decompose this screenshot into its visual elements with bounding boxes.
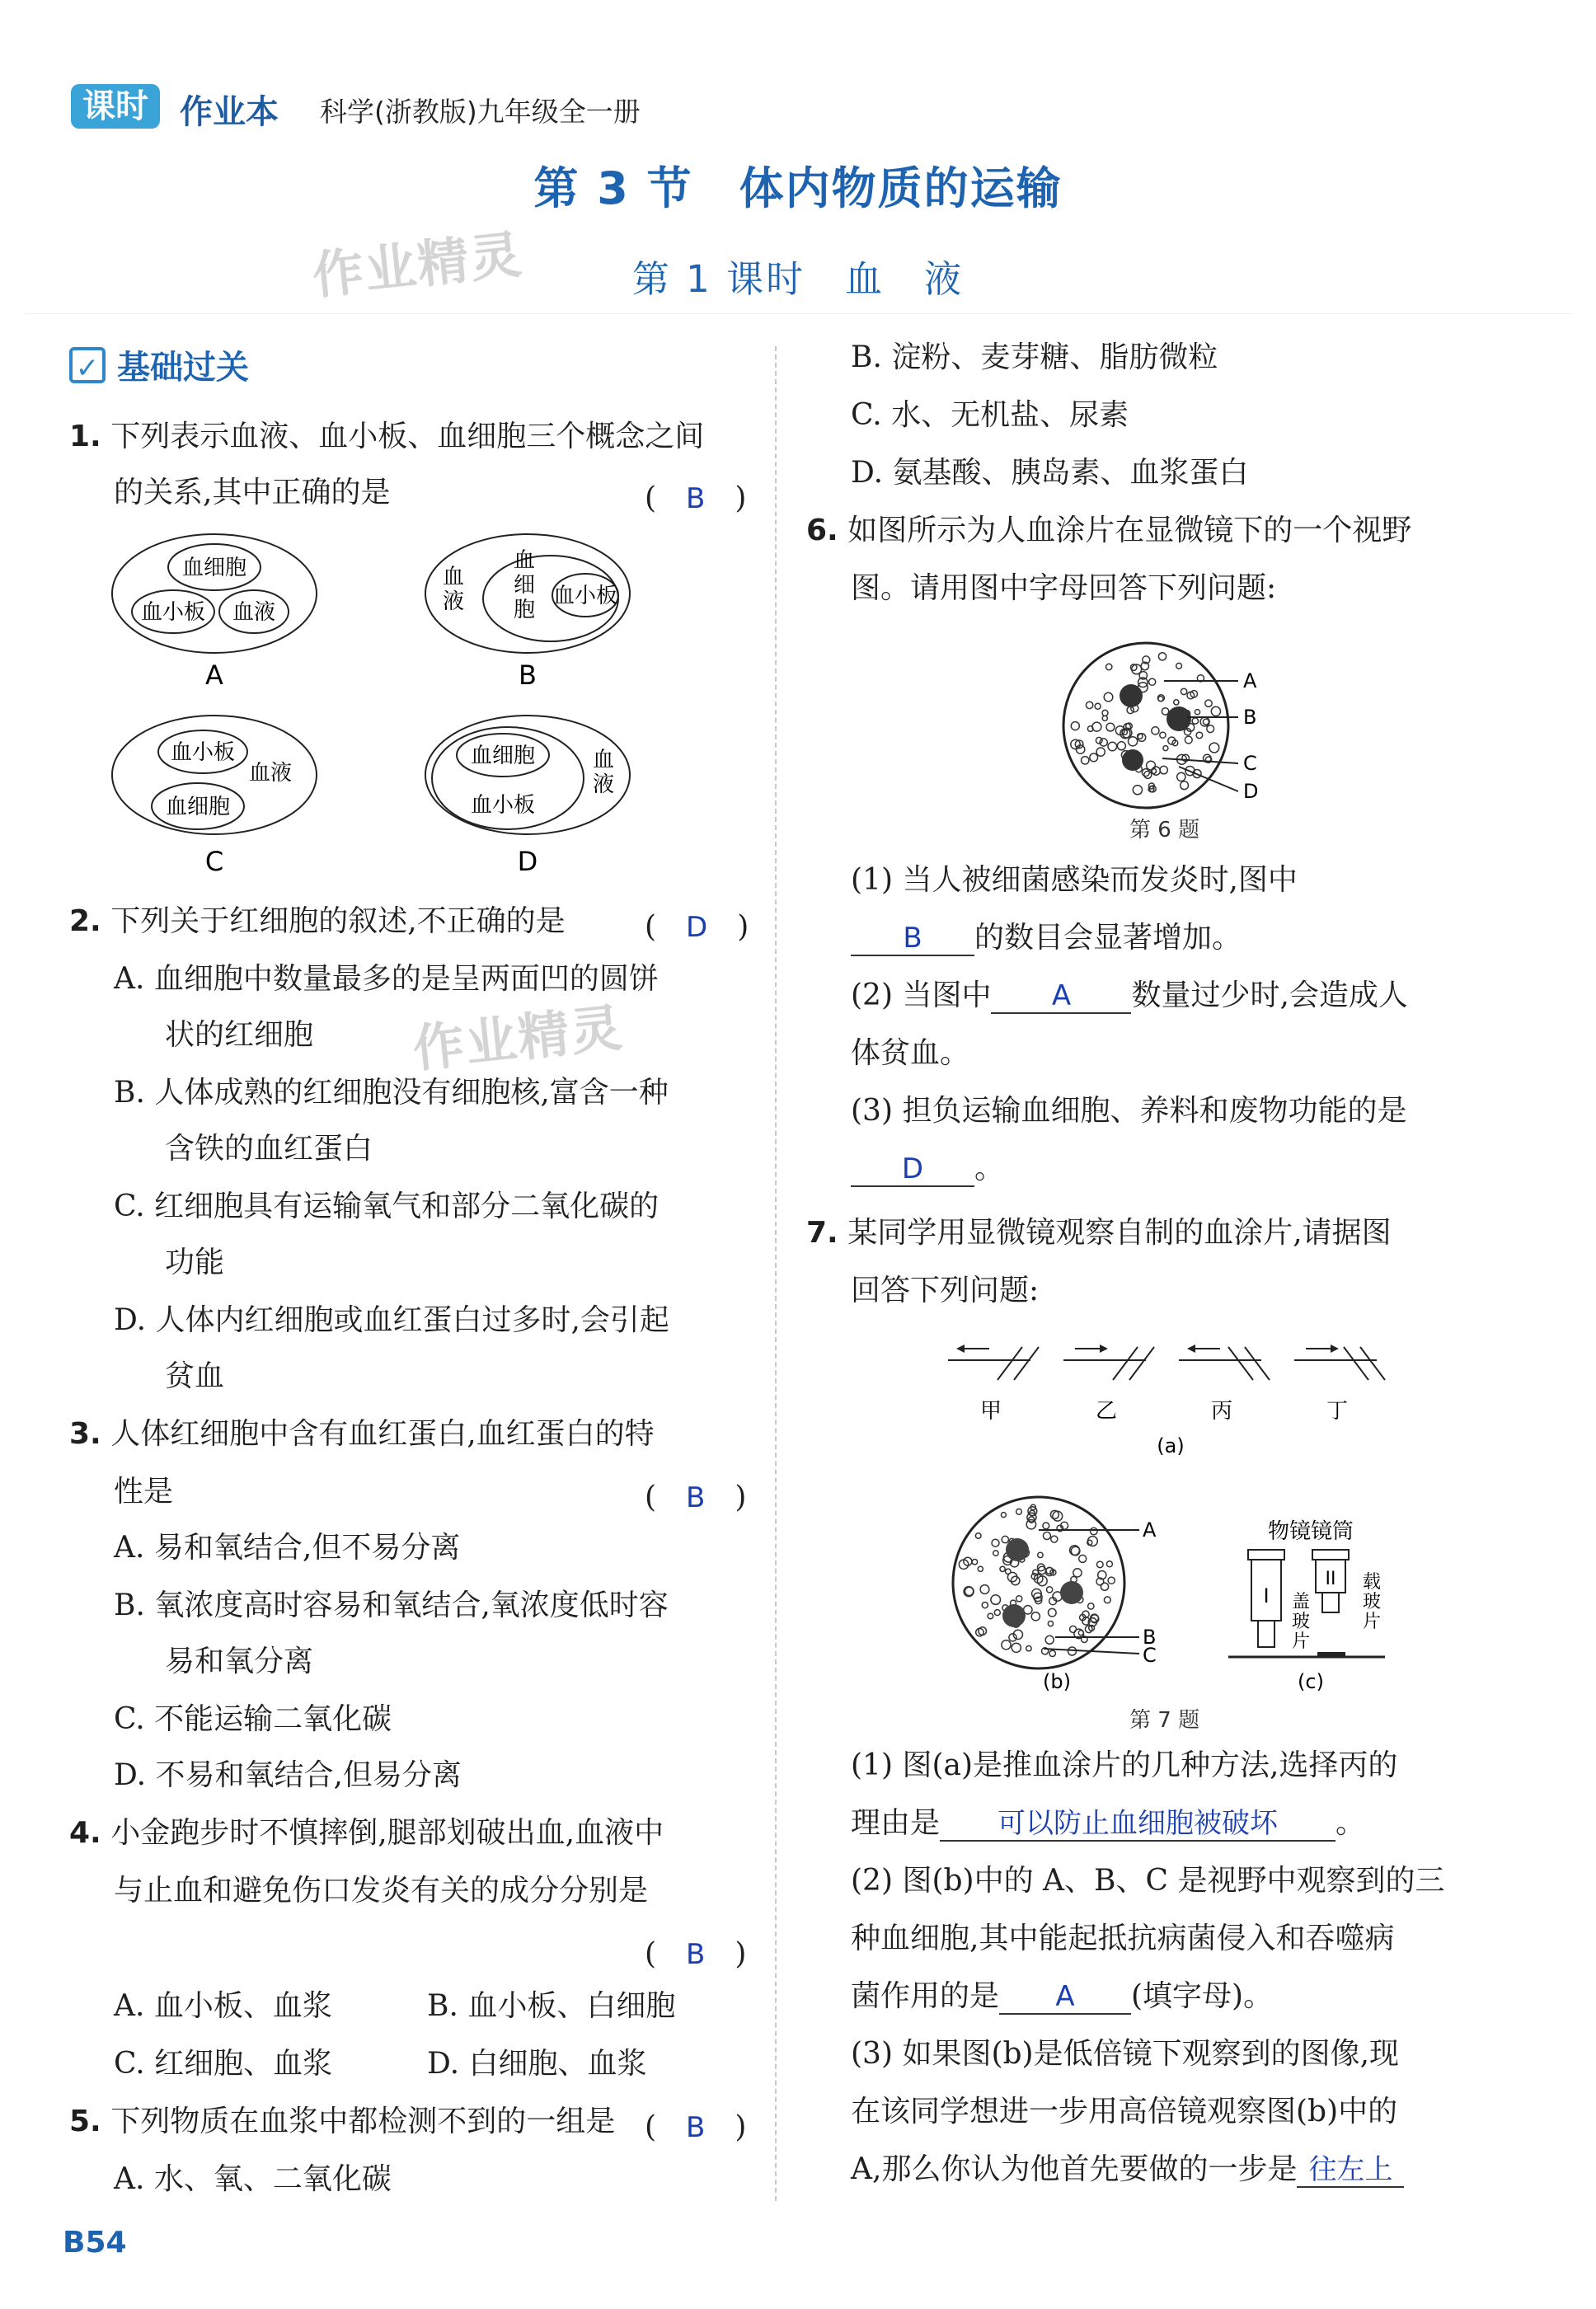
q6-sub1-answer: B: [851, 922, 974, 956]
q7-smear-view: [948, 1492, 1179, 1698]
section-title: 第 3 节 体内物质的运输: [533, 162, 1063, 214]
diagram-a-outer: [112, 534, 317, 653]
q4-text: 小金跑步时不慎摔倒,腿部划破出血,血液中: [110, 1816, 664, 1850]
series-logo: 课时: [71, 84, 160, 129]
q7-sub3-cont2: [851, 2152, 1404, 2188]
q2-option-c: C. 红细胞具有运输氧气和部分二氧化碳的: [114, 1190, 660, 1223]
q2-option-b: B. 人体成熟的红细胞没有细胞核,富含一种: [114, 1076, 669, 1110]
q2-option-c-cont: 功能: [165, 1246, 225, 1279]
q6-white-cell: [1122, 749, 1143, 771]
column-divider: [775, 346, 777, 2201]
q6-sub1-tail: 的数目会显著增加。: [974, 921, 1242, 955]
q1-line2: 的关系,其中正确的是: [114, 476, 391, 509]
q7-caption-b: (b): [1043, 1670, 1071, 1693]
cover-slip-label: 盖: [1291, 1592, 1311, 1612]
q3-answer: B: [686, 1481, 706, 1514]
q3-answer-paren: ( B ): [645, 1481, 747, 1514]
diagram-d-top-label: 血细胞: [470, 744, 536, 768]
q6-label-d: D: [1243, 780, 1259, 803]
q7-smear-methods: [940, 1335, 1401, 1467]
q7-line2: 回答下列问题:: [851, 1274, 1040, 1307]
q2-answer: D: [686, 911, 708, 944]
lesson-title: 第 1 课时 血 液: [631, 257, 965, 301]
q7-sub1-answer: 可以防止血细胞被破坏: [940, 1807, 1335, 1842]
q2-answer-paren: ( D ): [645, 910, 749, 944]
objective-ii-label: II: [1325, 1569, 1336, 1589]
q6-label-c: C: [1243, 752, 1257, 775]
q6-sub2-head: (2) 当图中: [851, 979, 992, 1012]
diagram-b-outer-label2: 液: [442, 589, 465, 614]
diagram-b-inner-label: 血小板: [552, 584, 618, 608]
q7-sub2: (2) 图(b)中的 A、B、C 是视野中观察到的三: [851, 1864, 1445, 1898]
method-ding: [1294, 1345, 1385, 1424]
diagram-d-option: D: [517, 846, 538, 877]
q7-sub2-cont2: [851, 1978, 1273, 2015]
q3-option-d: D. 不易和氧结合,但易分离: [114, 1758, 462, 1792]
section-badge: [69, 341, 249, 388]
q5-answer-paren: ( B ): [645, 2110, 747, 2144]
q7-sub2-answer: A: [999, 1980, 1131, 2015]
method-yi-label: 乙: [1095, 1399, 1118, 1424]
q1-answer-paren: ( B ): [645, 481, 747, 515]
q7-white-cell: [1006, 1538, 1029, 1561]
q7-sub1-head: 理由是: [851, 1806, 941, 1840]
badge-label: 基础过关: [117, 349, 249, 387]
cover-slip-label3: 片: [1291, 1631, 1311, 1652]
q2-option-d: D. 人体内红细胞或血红蛋白过多时,会引起: [114, 1303, 669, 1337]
q5-option-c: C. 水、无机盐、尿素: [851, 398, 1129, 432]
diagram-a-left-label: 血小板: [140, 600, 206, 625]
q7-sub3-answer: 往左上: [1297, 2153, 1404, 2188]
q6-line2: 图。请用图中字母回答下列问题:: [851, 571, 1277, 605]
diagram-b-mid-label3: 胞: [513, 598, 536, 622]
method-bing-label: 丙: [1210, 1399, 1233, 1424]
diagram-c-right-label: 血液: [248, 761, 293, 786]
diagram-b-outer-label: 血: [442, 565, 465, 589]
q7-label-b: B: [1143, 1626, 1157, 1649]
diagram-b-mid-label: 血: [513, 548, 536, 573]
q3-line1: [69, 1416, 655, 1453]
q6-sub3: (3) 担负运输血细胞、养料和废物功能的是: [851, 1094, 1407, 1128]
q5-text: 下列物质在血浆中都检测不到的一组是: [110, 2105, 616, 2138]
q6-label-b: B: [1243, 706, 1257, 729]
q6-microscope-view: [1055, 635, 1286, 816]
q7-white-cell: [1002, 1604, 1026, 1627]
header-divider: [25, 313, 1571, 314]
diagram-b-mid-label2: 细: [513, 573, 536, 598]
q7-sub1-cont: [851, 1805, 1365, 1842]
q7-sub3-cont: 在该同学想进一步用高倍镜观察图(b)中的: [851, 2095, 1398, 2128]
q6-sub2-cont: 体贫血。: [851, 1036, 970, 1070]
q3-line2: 性是: [114, 1475, 174, 1509]
q6-number: 6.: [806, 514, 838, 547]
diagram-a-option: A: [205, 659, 223, 691]
q6-label-a: A: [1243, 669, 1257, 692]
q5-option-b: B. 淀粉、麦芽糖、脂肪微粒: [851, 340, 1218, 374]
q4-option-c: C. 红细胞、血浆: [114, 2047, 333, 2081]
q4-option-b: B. 血小板、白细胞: [427, 1989, 676, 2023]
q1-diagrams: [99, 528, 758, 890]
q6-white-cell: [1120, 684, 1143, 707]
page-number: B54: [63, 2226, 127, 2260]
q7-sub2-cont: 种血细胞,其中能起抵抗病菌侵入和吞噬病: [851, 1922, 1395, 1955]
watermark: 作业精灵: [410, 997, 627, 1080]
glass-slide-label: 载: [1362, 1572, 1382, 1593]
q7-line1: [806, 1215, 1392, 1251]
q7-sub3: (3) 如果图(b)是低倍镜下观察到的图像,现: [851, 2037, 1400, 2071]
diagram-d-bottom-label: 血小板: [470, 793, 536, 818]
cover-slip-label2: 玻: [1291, 1612, 1311, 1632]
q3-option-b: B. 氧浓度高时容易和氧结合,氧浓度低时容: [114, 1589, 669, 1622]
q4-line1: [69, 1815, 664, 1851]
q5-stem: [69, 2104, 615, 2140]
q5-option-a: A. 水、氧、二氧化碳: [114, 2162, 392, 2196]
q2-option-d-cont: 贫血: [165, 1359, 225, 1393]
q7-number: 7.: [806, 1216, 838, 1250]
q1-line1: [69, 419, 704, 455]
q1-answer: B: [686, 482, 706, 515]
book-title: 作业本: [180, 93, 279, 131]
q7-caption-c: (c): [1298, 1670, 1324, 1693]
q3-option-b-cont: 易和氧分离: [165, 1645, 314, 1678]
q6-line1: [806, 513, 1411, 549]
q7-sub1-tail: 。: [1335, 1806, 1366, 1840]
q2-option-a: A. 血细胞中数量最多的是呈两面凹的圆饼: [114, 962, 659, 996]
diagram-c-bottom-label: 血细胞: [165, 795, 231, 819]
q4-line2: 与止血和避免伤口发炎有关的成分分别是: [114, 1874, 649, 1908]
q6-text: 如图所示为人血涂片在显微镜下的一个视野: [847, 514, 1412, 547]
objective-i-label: I: [1263, 1584, 1270, 1607]
q6-sub3-answer: D: [851, 1152, 974, 1187]
method-bing: [1179, 1345, 1270, 1424]
diagram-b-option: B: [519, 659, 537, 691]
q7-objective-diagram: [1220, 1517, 1401, 1698]
q6-sub2-tail: 数量过少时,会造成人: [1131, 979, 1408, 1012]
q6-white-cell: [1166, 706, 1191, 731]
diagram-d-right-label: 血: [592, 748, 615, 772]
q6-sub2-answer: A: [991, 979, 1131, 1014]
q2-option-a-cont: 状的红细胞: [165, 1018, 314, 1052]
q7-sub1: (1) 图(a)是推血涂片的几种方法,选择丙的: [851, 1748, 1398, 1782]
q6-sub3-tail: 。: [974, 1152, 1005, 1185]
objective-title: 物镜镜筒: [1267, 1519, 1354, 1544]
q4-answer-paren: ( B ): [645, 1937, 747, 1971]
method-jia-label: 甲: [979, 1399, 1002, 1424]
q2-text: 下列关于红细胞的叙述,不正确的是: [110, 904, 566, 938]
q3-option-a: A. 易和氧结合,但不易分离: [114, 1531, 461, 1565]
q2-stem: [69, 903, 566, 940]
q6-sub2: [851, 978, 1408, 1014]
diagram-c-option: C: [204, 846, 224, 877]
q6-sub3-cont: [851, 1151, 1004, 1187]
q4-answer: B: [686, 1938, 706, 1971]
q7-sub2-head: 菌作用的是: [851, 1979, 1000, 2013]
q5-number: 5.: [69, 2105, 101, 2138]
q4-number: 4.: [69, 1816, 101, 1850]
q7-sub3-head: A,那么你认为他首先要做的一步是: [851, 2152, 1298, 2186]
q6-sub1-cont: [851, 920, 1242, 956]
diagram-a-top-label: 血细胞: [181, 556, 247, 580]
q7-caption-a: (a): [1157, 1434, 1185, 1457]
q1-text: 下列表示血液、血小板、血细胞三个概念之间: [110, 420, 705, 453]
diagram-a-right-label: 血液: [232, 600, 276, 625]
q7-caption: 第 7 题: [1129, 1708, 1200, 1733]
q6-sub1: (1) 当人被细菌感染而发炎时,图中: [851, 863, 1298, 897]
q3-option-c: C. 不能运输二氧化碳: [114, 1702, 392, 1736]
glass-slide-label3: 片: [1362, 1612, 1382, 1632]
diagram-c-top-label: 血小板: [170, 740, 236, 765]
q2-number: 2.: [69, 904, 101, 938]
q7-text: 某同学用显微镜观察自制的血涂片,请据图: [847, 1216, 1392, 1250]
q3-number: 3.: [69, 1417, 101, 1451]
q3-text: 人体红细胞中含有血红蛋白,血红蛋白的特: [110, 1417, 655, 1451]
q2-option-b-cont: 含铁的血红蛋白: [165, 1132, 373, 1166]
diagram-d-right-label2: 液: [592, 772, 615, 797]
watermark: 作业精灵: [309, 223, 526, 307]
q7-label-c: C: [1143, 1644, 1157, 1667]
q4-option-d: D. 白细胞、血浆: [427, 2047, 647, 2081]
q7-label-a: A: [1143, 1518, 1157, 1542]
q7-sub2-tail: (填字母)。: [1131, 1979, 1274, 2013]
book-subject: 科学(浙教版)九年级全一册: [320, 96, 641, 128]
q5-answer: B: [686, 2111, 706, 2144]
q7-white-cell: [1060, 1581, 1083, 1604]
q5-option-d: D. 氨基酸、胰岛素、血浆蛋白: [851, 456, 1249, 490]
q4-option-a: A. 血小板、血浆: [114, 1989, 332, 2023]
glass-slide-label2: 玻: [1362, 1592, 1382, 1612]
q1-number: 1.: [69, 420, 101, 453]
method-jia: [948, 1345, 1039, 1424]
method-yi: [1063, 1345, 1154, 1424]
checkbox-icon: ✓: [69, 347, 106, 383]
q6-caption: 第 6 题: [1129, 818, 1200, 842]
method-ding-label: 丁: [1326, 1399, 1349, 1424]
